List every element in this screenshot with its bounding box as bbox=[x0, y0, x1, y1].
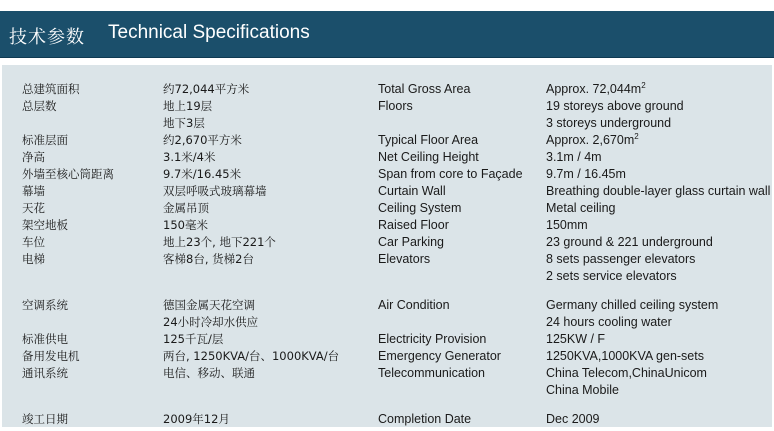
spec-value-en bbox=[546, 251, 695, 285]
spec-value-en-line bbox=[546, 365, 707, 382]
spec-value-en bbox=[546, 166, 626, 183]
spec-value-en-text: China Telecom,ChinaUnicom bbox=[546, 366, 707, 380]
spec-value-en-text: Dec 2009 bbox=[546, 412, 600, 426]
spec-value-en-text: Approx. 72,044m bbox=[546, 82, 642, 96]
spec-row bbox=[2, 217, 772, 234]
spec-label-en: Total Gross Area bbox=[378, 82, 471, 96]
specifications-panel bbox=[2, 65, 772, 427]
spec-row bbox=[2, 251, 772, 285]
spec-label-en: Telecommunication bbox=[378, 366, 485, 380]
spec-label-en: Curtain Wall bbox=[378, 184, 446, 198]
spec-value-en bbox=[546, 234, 713, 251]
spec-row bbox=[2, 297, 772, 331]
spec-label-cn: 电梯 bbox=[22, 252, 45, 266]
spec-label-en: Completion Date bbox=[378, 412, 472, 426]
row-spacer bbox=[2, 399, 772, 411]
spec-value-en-line bbox=[546, 81, 646, 98]
spec-value-en-line bbox=[546, 149, 602, 166]
spec-label-cn: 天花 bbox=[22, 201, 45, 215]
spec-value-en-line bbox=[546, 234, 713, 251]
spec-label-cn: 幕墙 bbox=[22, 184, 45, 198]
spec-value-cn-line: 约2,670平方米 bbox=[163, 133, 242, 147]
spec-value-cn-line: 150毫米 bbox=[163, 218, 208, 232]
header-bar bbox=[0, 11, 774, 58]
spec-value-cn-line: 9.7米/16.45米 bbox=[163, 167, 242, 181]
spec-label-cn: 备用发电机 bbox=[22, 349, 80, 363]
spec-value-cn-line: 125千瓦/层 bbox=[163, 332, 224, 346]
title-english: Technical Specifications bbox=[108, 22, 310, 43]
spec-row bbox=[2, 183, 772, 200]
spec-value-cn-line: 德国金属天花空调 bbox=[163, 298, 255, 312]
spec-value-en-text: 3.1m / 4m bbox=[546, 150, 602, 164]
spec-value-en-line bbox=[546, 217, 588, 234]
spec-value-cn bbox=[163, 166, 241, 183]
spec-row bbox=[2, 365, 772, 399]
spec-value-cn bbox=[163, 81, 249, 98]
spec-value-cn bbox=[163, 411, 230, 428]
spec-value-cn-line: 两台, 1250KVA/台、1000KVA/台 bbox=[163, 349, 340, 363]
spec-value-en bbox=[546, 331, 605, 348]
row-spacer bbox=[2, 285, 772, 297]
spec-value-cn-line: 3.1米/4米 bbox=[163, 150, 216, 164]
spec-label-en: Floors bbox=[378, 99, 413, 113]
spec-value-cn bbox=[163, 183, 267, 200]
spec-value-cn-line: 2009年12月 bbox=[163, 412, 230, 426]
superscript-unit: 2 bbox=[641, 80, 646, 90]
spec-value-en bbox=[546, 365, 707, 399]
spec-value-en-line bbox=[546, 411, 600, 428]
spec-row bbox=[2, 234, 772, 251]
spec-value-en-text: 9.7m / 16.45m bbox=[546, 167, 626, 181]
spec-value-en bbox=[546, 81, 646, 98]
spec-value-en bbox=[546, 132, 639, 149]
spec-value-cn-line: 客梯8台, 货梯2台 bbox=[163, 252, 254, 266]
spec-row bbox=[2, 331, 772, 348]
spec-label-en: Span from core to Façade bbox=[378, 167, 523, 181]
spec-label-cn: 总建筑面积 bbox=[22, 82, 80, 96]
spec-label-cn: 标准层面 bbox=[22, 133, 68, 147]
spec-value-cn bbox=[163, 331, 223, 348]
spec-label-en: Air Condition bbox=[378, 298, 450, 312]
spec-value-en-line bbox=[546, 132, 639, 149]
spec-value-en-text: 1250KVA,1000KVA gen-sets bbox=[546, 349, 704, 363]
spec-value-en-text: 2 sets service elevators bbox=[546, 269, 677, 283]
spec-value-en-line bbox=[546, 98, 684, 115]
spec-value-cn bbox=[163, 365, 255, 382]
spec-label-cn: 总层数 bbox=[22, 99, 57, 113]
spec-value-en-text: 125KW / F bbox=[546, 332, 606, 346]
spec-value-en-text: 3 storeys underground bbox=[546, 116, 672, 130]
spec-row bbox=[2, 411, 772, 428]
spec-value-cn-line: 24小时冷却水供应 bbox=[163, 315, 259, 329]
spec-value-en-line bbox=[546, 200, 615, 217]
spec-label-cn: 外墙至核心筒距离 bbox=[22, 167, 114, 181]
spec-value-en-text: 24 hours cooling water bbox=[546, 315, 672, 329]
spec-row bbox=[2, 200, 772, 217]
spec-label-en: Net Ceiling Height bbox=[378, 150, 479, 164]
spec-label-en: Electricity Provision bbox=[378, 332, 487, 346]
spec-value-cn bbox=[163, 149, 215, 166]
spec-value-en-text: Metal ceiling bbox=[546, 201, 616, 215]
spec-label-cn: 标准供电 bbox=[22, 332, 68, 346]
spec-row bbox=[2, 81, 772, 98]
spec-value-en-line bbox=[546, 382, 707, 399]
specifications-table bbox=[2, 81, 772, 428]
spec-label-cn: 车位 bbox=[22, 235, 45, 249]
spec-value-en-line bbox=[546, 166, 626, 183]
spec-value-en-text: Germany chilled ceiling system bbox=[546, 298, 719, 312]
spec-label-cn: 净高 bbox=[22, 150, 45, 164]
spec-value-cn-line: 地下3层 bbox=[163, 116, 205, 130]
spec-row bbox=[2, 166, 772, 183]
spec-value-en-line bbox=[546, 314, 718, 331]
spec-value-en bbox=[546, 98, 684, 132]
spec-label-cn: 通讯系统 bbox=[22, 366, 68, 380]
spec-value-cn-line: 双层呼吸式玻璃幕墙 bbox=[163, 184, 267, 198]
spec-value-cn bbox=[163, 200, 209, 217]
spec-value-en-line bbox=[546, 183, 770, 200]
spec-value-en bbox=[546, 183, 770, 200]
spec-row bbox=[2, 149, 772, 166]
spec-label-en: Car Parking bbox=[378, 235, 444, 249]
spec-value-en-text: China Mobile bbox=[546, 383, 619, 397]
superscript-unit: 2 bbox=[634, 131, 639, 141]
spec-label-cn: 架空地板 bbox=[22, 218, 68, 232]
spec-value-en-line bbox=[546, 268, 695, 285]
spec-value-cn-line: 电信、移动、联通 bbox=[163, 366, 255, 380]
spec-row bbox=[2, 98, 772, 132]
spec-label-cn: 竣工日期 bbox=[22, 412, 68, 426]
spec-value-en-line bbox=[546, 331, 605, 348]
spec-label-en: Typical Floor Area bbox=[378, 133, 479, 147]
spec-value-en bbox=[546, 200, 615, 217]
spec-value-en-text: 23 ground & 221 underground bbox=[546, 235, 713, 249]
spec-label-en: Elevators bbox=[378, 252, 431, 266]
spec-label-en: Ceiling System bbox=[378, 201, 462, 215]
spec-value-cn bbox=[163, 348, 339, 365]
spec-value-en-line bbox=[546, 115, 684, 132]
spec-value-cn-line: 金属吊顶 bbox=[163, 201, 209, 215]
spec-value-cn bbox=[163, 234, 276, 251]
spec-value-en-text: Approx. 2,670m bbox=[546, 133, 635, 147]
spec-value-en-line bbox=[546, 348, 704, 365]
spec-row bbox=[2, 348, 772, 365]
title-chinese: 技术参数 bbox=[9, 27, 85, 48]
spec-value-en bbox=[546, 217, 588, 234]
spec-value-cn bbox=[163, 217, 208, 234]
spec-value-en bbox=[546, 411, 600, 428]
spec-value-en bbox=[546, 348, 704, 365]
spec-row bbox=[2, 132, 772, 149]
spec-value-cn bbox=[163, 297, 258, 331]
spec-value-en-line bbox=[546, 251, 695, 268]
spec-value-en-text: 8 sets passenger elevators bbox=[546, 252, 696, 266]
spec-value-cn-line: 地上23个, 地下221个 bbox=[163, 235, 276, 249]
spec-label-en: Emergency Generator bbox=[378, 349, 501, 363]
spec-label-cn: 空调系统 bbox=[22, 298, 68, 312]
spec-value-cn-line: 地上19层 bbox=[163, 99, 213, 113]
spec-value-cn bbox=[163, 251, 254, 268]
spec-value-en bbox=[546, 297, 718, 331]
spec-value-en-line bbox=[546, 297, 718, 314]
spec-value-en-text: 150mm bbox=[546, 218, 588, 232]
spec-value-en-text: 19 storeys above ground bbox=[546, 99, 684, 113]
spec-value-cn-line: 约72,044平方米 bbox=[163, 82, 250, 96]
spec-label-en: Raised Floor bbox=[378, 218, 449, 232]
spec-value-en-text: Breathing double-layer glass curtain wall bbox=[546, 184, 771, 198]
spec-value-en bbox=[546, 149, 602, 166]
spec-value-cn bbox=[163, 132, 242, 149]
spec-value-cn bbox=[163, 98, 212, 132]
